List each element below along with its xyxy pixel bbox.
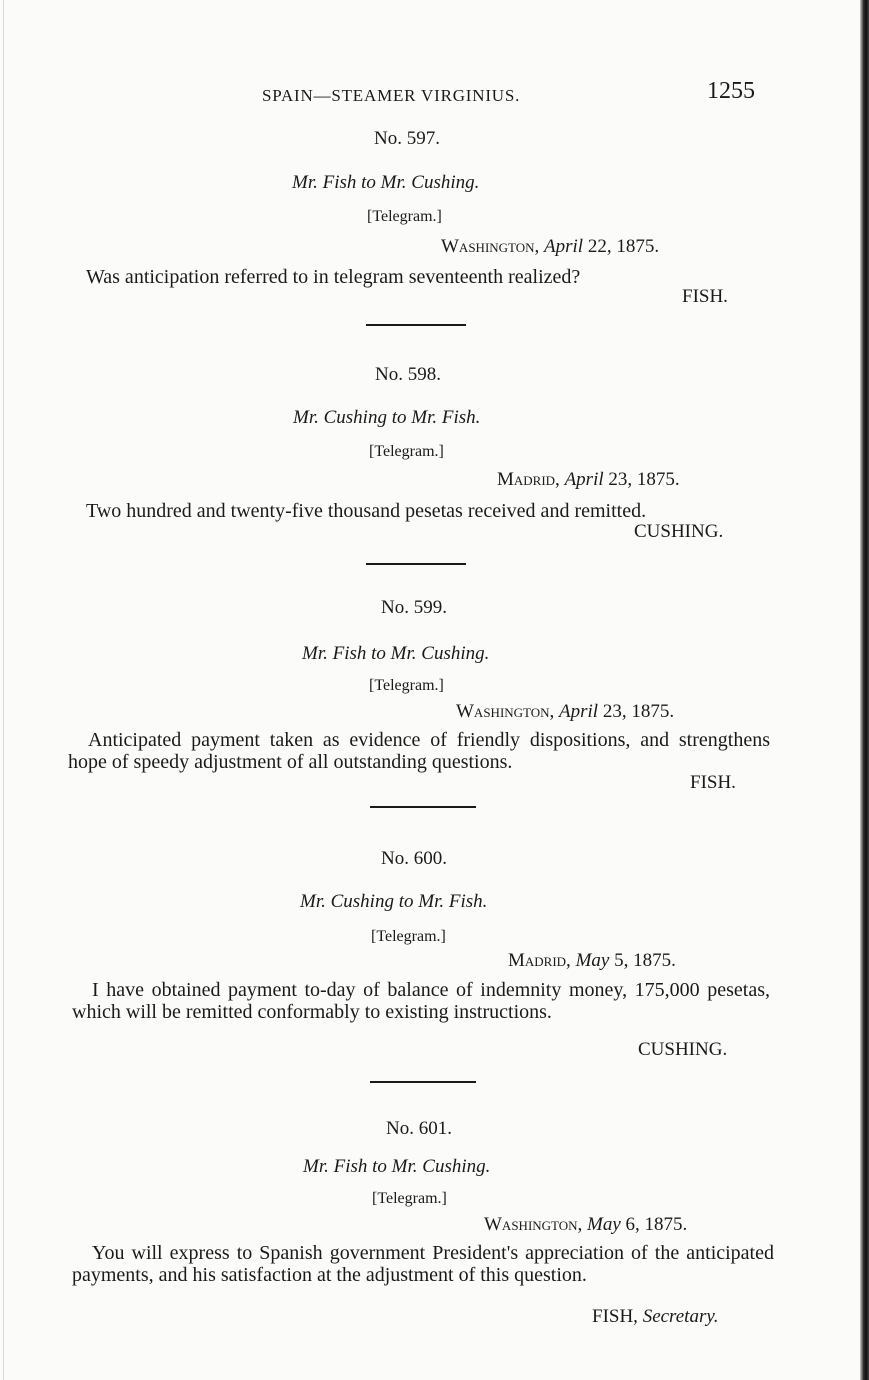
signature-title: Secretary. xyxy=(642,1306,719,1327)
document-body: Two hundred and twenty-five thousand pesetas received and remitted. xyxy=(86,500,647,522)
telegram-label: [Telegram.] xyxy=(369,677,444,694)
document-heading: Mr. Fish to Mr. Cushing. xyxy=(302,643,490,664)
document-number: No. 597. xyxy=(374,128,440,149)
telegram-label: [Telegram.] xyxy=(372,1190,447,1207)
dateline-place: Madrid, xyxy=(508,950,571,971)
document-body: Anticipated payment taken as evidence of friendly dispositions, and strengthens hope of speedy adjustment of all outstanding questions. xyxy=(68,729,770,773)
page-number: 1255 xyxy=(707,78,755,104)
signature: FISH. xyxy=(682,286,728,307)
dateline-place: Washington, xyxy=(456,701,555,722)
signature: FISH. xyxy=(690,772,736,793)
document-number: No. 600. xyxy=(381,848,447,869)
dateline xyxy=(484,1214,687,1236)
section-rule xyxy=(370,1081,476,1083)
dateline-month: April xyxy=(559,701,599,722)
dateline xyxy=(508,950,676,972)
document-body: I have obtained payment to-day of balance of indemnity money, 175,000 pesetas, which will be remitted conformably to existing instructions. xyxy=(72,979,770,1023)
section-rule xyxy=(370,806,476,808)
dateline-day-year: 6, 1875. xyxy=(625,1214,688,1235)
running-title: SPAIN—STEAMER VIRGINIUS. xyxy=(262,86,521,105)
signature: CUSHING. xyxy=(634,521,724,542)
dateline-month: April xyxy=(544,236,584,257)
dateline-day-year: 5, 1875. xyxy=(614,950,676,971)
dateline-day-year: 23, 1875. xyxy=(608,469,680,490)
dateline-month: May xyxy=(575,950,610,971)
signature-name: FISH, xyxy=(592,1306,638,1327)
telegram-label: [Telegram.] xyxy=(371,928,446,945)
document-number: No. 601. xyxy=(386,1118,452,1139)
signature xyxy=(592,1306,718,1328)
document-heading: Mr. Cushing to Mr. Fish. xyxy=(300,891,488,912)
page-left-edge xyxy=(3,0,4,1380)
document-number: No. 599. xyxy=(381,597,447,618)
dateline-month: May xyxy=(587,1214,621,1235)
document-number: No. 598. xyxy=(375,364,441,385)
dateline-place: Madrid, xyxy=(497,469,560,490)
section-rule xyxy=(366,563,466,565)
dateline-month: April xyxy=(564,469,604,490)
telegram-label: [Telegram.] xyxy=(369,443,444,460)
dateline xyxy=(456,701,674,723)
document-heading: Mr. Fish to Mr. Cushing. xyxy=(303,1156,491,1177)
dateline xyxy=(441,236,659,258)
document-heading: Mr. Fish to Mr. Cushing. xyxy=(292,172,480,193)
section-rule xyxy=(366,324,466,326)
document-body: Was anticipation referred to in telegram seventeenth realized? xyxy=(86,266,581,288)
dateline-day-year: 23, 1875. xyxy=(602,701,675,722)
page-right-edge xyxy=(860,0,869,1380)
signature: CUSHING. xyxy=(638,1039,728,1060)
dateline-place: Washington, xyxy=(441,236,540,257)
dateline-place: Washington, xyxy=(484,1214,583,1235)
document-body: You will express to Spanish government President's appreciation of the anticipated payments, and his satisfaction at the adjustment of this question. xyxy=(72,1242,774,1286)
telegram-label: [Telegram.] xyxy=(367,208,442,225)
dateline xyxy=(497,469,680,491)
dateline-day-year: 22, 1875. xyxy=(587,236,660,257)
document-heading: Mr. Cushing to Mr. Fish. xyxy=(293,407,481,428)
